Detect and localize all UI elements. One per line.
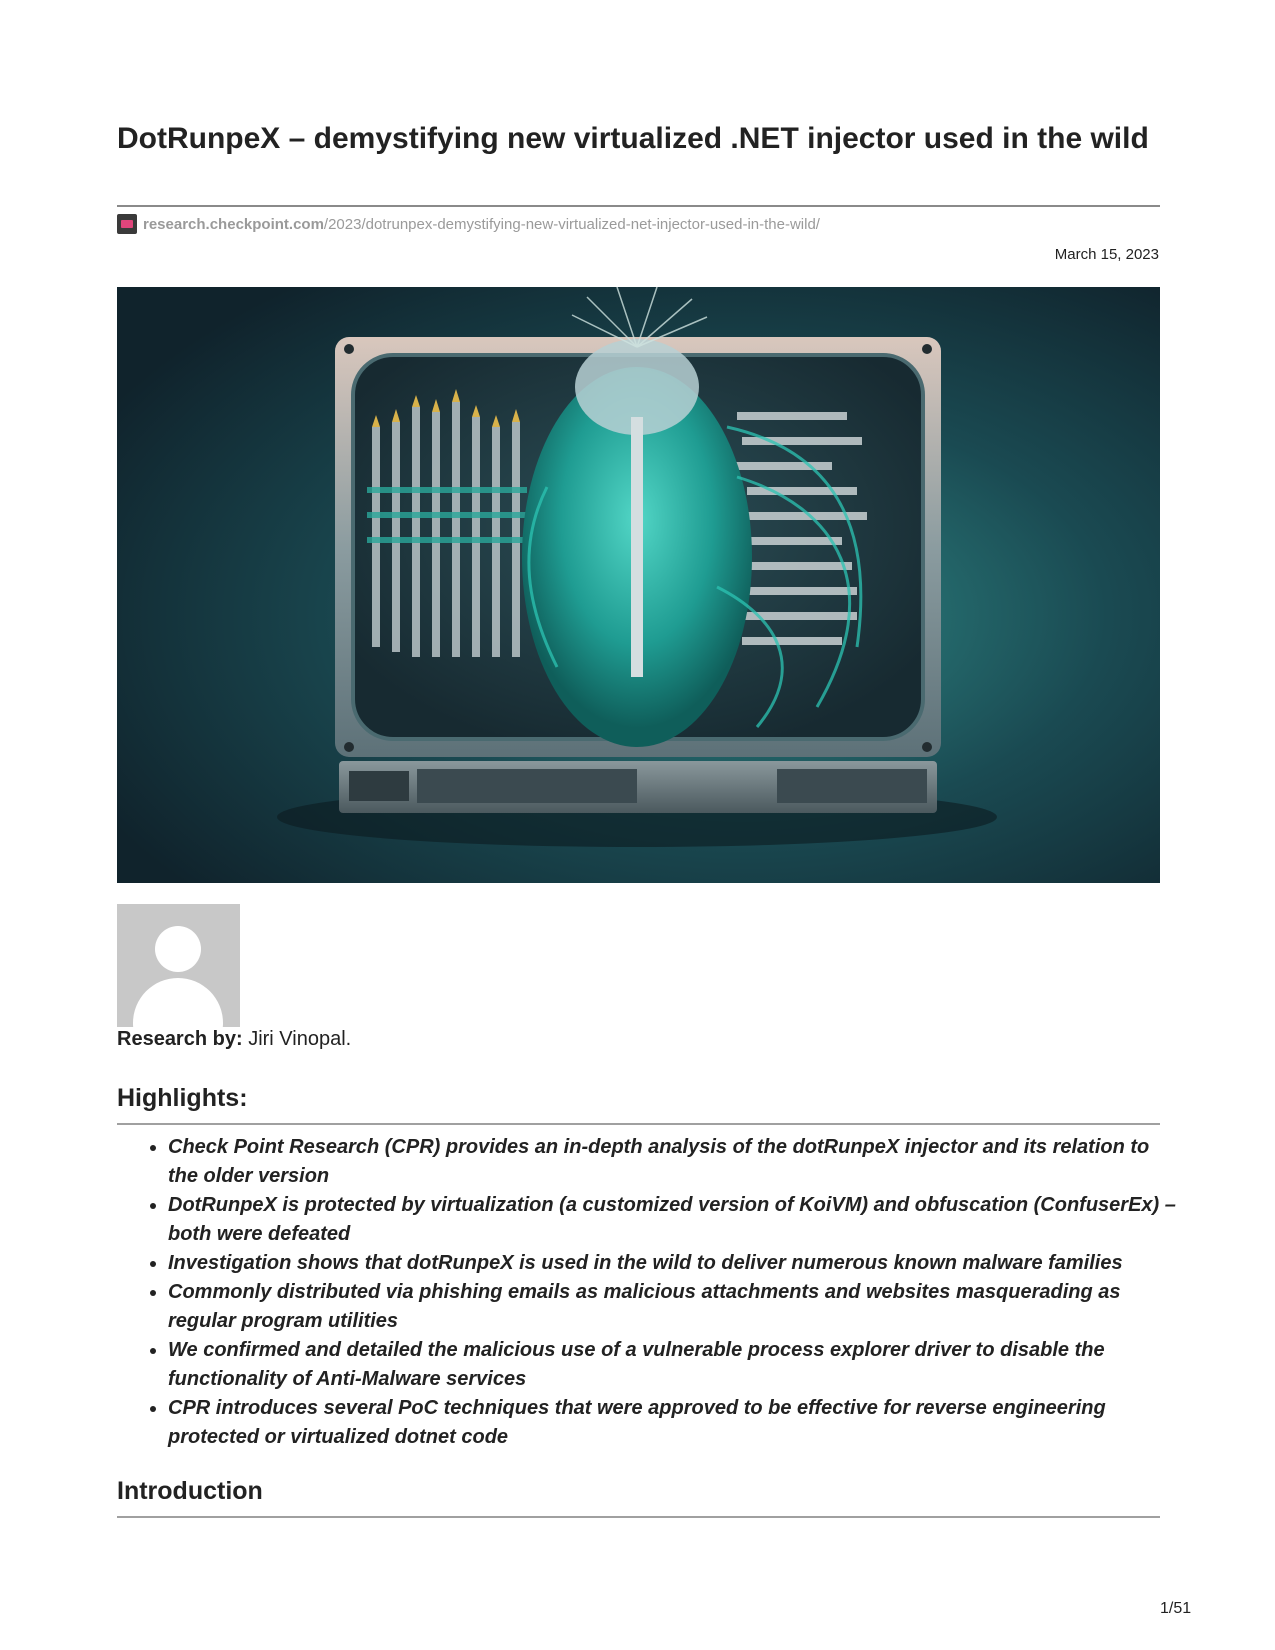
author-name: Jiri Vinopal. <box>248 1028 352 1050</box>
author-byline <box>117 1028 351 1051</box>
hero-illustration <box>117 287 1160 883</box>
introduction-divider <box>117 1516 1160 1518</box>
byline-label: Research by: <box>117 1028 243 1050</box>
list-item: • DotRunpeX is protected by virtualization (a customized version of KoiVM) and obfuscation (ConfuserEx) – both were defeated <box>168 1191 1178 1249</box>
avatar-body-shape <box>133 978 223 1027</box>
title-divider <box>117 205 1160 207</box>
highlights-heading: Highlights: <box>117 1084 248 1112</box>
page-number: 1/51 <box>1160 1600 1192 1617</box>
default-avatar-icon <box>155 926 201 972</box>
list-item: • Check Point Research (CPR) provides an in-depth analysis of the dotRunpeX injector and its relation to the older version <box>168 1133 1178 1191</box>
list-item: • We confirmed and detailed the malicious use of a vulnerable process explorer driver to disable the functionality of Anti-Malware services <box>168 1336 1178 1394</box>
highlights-divider <box>117 1123 1160 1125</box>
source-link[interactable] <box>117 214 820 234</box>
source-domain: research.checkpoint.com <box>143 215 324 233</box>
introduction-heading: Introduction <box>117 1477 263 1505</box>
source-path: /2023/dotrunpex-demystifying-new-virtualized-net-injector-used-in-the-wild/ <box>323 215 820 233</box>
author-avatar <box>117 904 240 1027</box>
hero-image <box>117 287 1160 883</box>
article-title: DotRunpeX – demystifying new virtualized .NET injector used in the wild <box>117 122 1149 155</box>
list-item: • CPR introduces several PoC techniques that were approved to be effective for reverse engineering protected or virtualized dotnet code <box>168 1394 1178 1452</box>
site-favicon-icon <box>117 214 137 234</box>
list-item: • Investigation shows that dotRunpeX is used in the wild to deliver numerous known malware families <box>168 1249 1178 1278</box>
highlights-list <box>145 1133 1178 1452</box>
publish-date: March 15, 2023 <box>1054 246 1159 263</box>
list-item: • Commonly distributed via phishing emails as malicious attachments and websites masquerading as regular program utilities <box>168 1278 1178 1336</box>
